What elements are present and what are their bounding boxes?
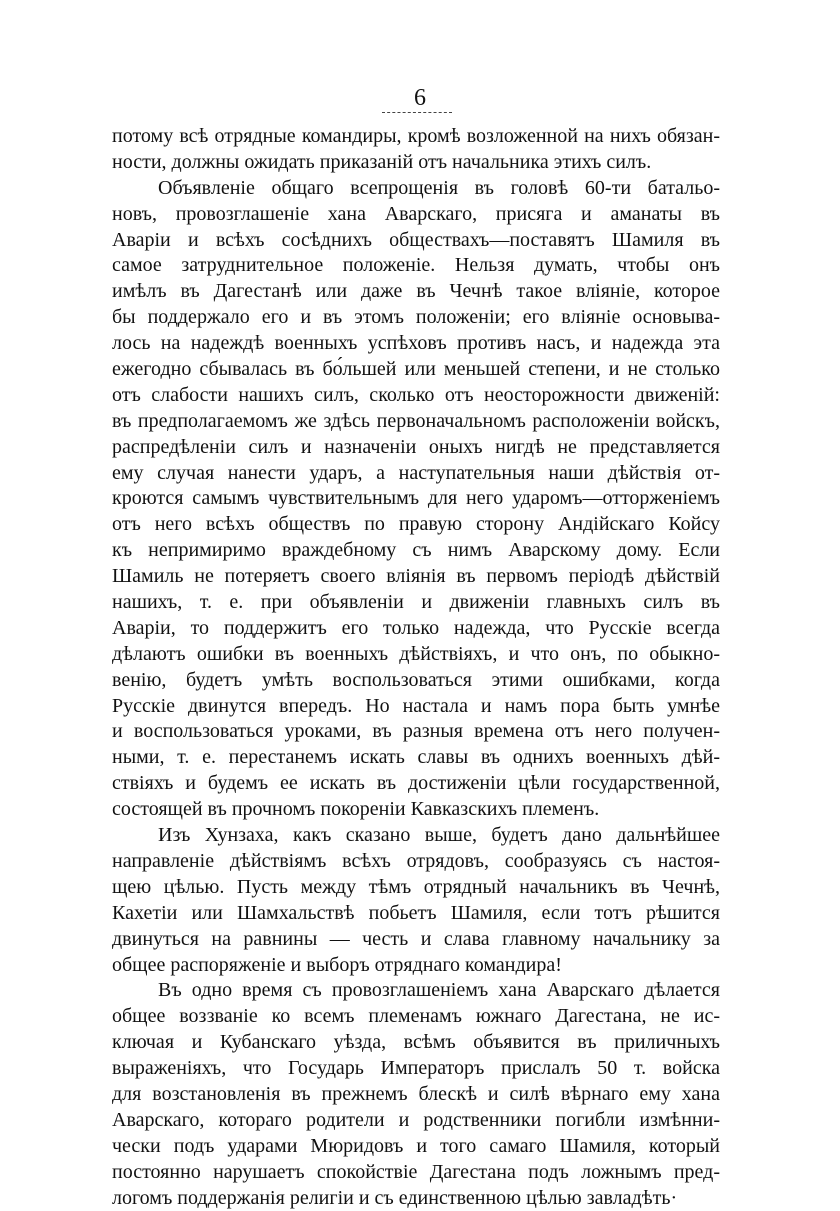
text-line: общее распоряженіе и выборъ отряднаго командира! [112, 953, 562, 976]
text-line: отъ него всѣхъ обществъ по правую сторону Андійскаго Койсу [112, 513, 720, 536]
text-line: дѣлаютъ ошибки въ военныхъ дѣйствіяхъ, и что онъ, по обыкно- [112, 642, 720, 665]
text-line: ности, должны ожидать приказаній отъ начальника этихъ силъ. [112, 150, 652, 173]
text-line: ключая и Кубанскаго уѣзда, всѣмъ объявится въ приличныхъ [112, 1031, 720, 1054]
text-line: къ непримиримо враждебному съ нимъ Аварскому дому. Если [112, 539, 720, 562]
header-rule [382, 112, 452, 113]
text-line: состоящей въ прочномъ покореніи Кавказскихъ племенъ. [112, 798, 600, 821]
text-line: и воспользоваться уроками, въ разныя времена отъ него получен- [112, 720, 720, 743]
paragraph [112, 124, 720, 176]
text-line: бы поддержало его и въ этомъ положеніи; его вліяніе основыва- [112, 306, 720, 329]
paragraph [112, 978, 720, 1211]
text-line: Кахетіи или Шамхальствѣ побьетъ Шамиля, если тотъ рѣшится [112, 901, 720, 924]
text-line: новъ, провозглашеніе хана Аварскаго, присяга и аманаты въ [112, 202, 720, 225]
text-line: Въ одно время съ провозглашеніемъ хана Аварскаго дѣлается [158, 979, 720, 1002]
text-line: ными, т. е. перестанемъ искать славы въ однихъ военныхъ дѣй- [112, 746, 720, 769]
text-line: чески подъ ударами Мюридовъ и того самаго Шамиля, который [112, 1134, 720, 1157]
text-line: ежегодно сбывалась въ бо́льшей или меньшей степени, и не столько [112, 358, 720, 381]
text-line: потому всѣ отрядные командиры, кромѣ возложенной на нихъ обязан- [112, 125, 720, 147]
text-line: венію, будетъ умѣть воспользоваться этими ошибками, когда [112, 668, 720, 691]
page-number: 6 [414, 85, 426, 111]
text-line: въ предполагаемомъ же здѣсь первоначальномъ расположеніи войскъ, [112, 409, 720, 432]
text-line: Аваріи и всѣхъ сосѣднихъ обществахъ—поставятъ Шамиля въ [112, 228, 720, 251]
text-line: Аварскаго, котораго родители и родственники погибли измѣнни- [112, 1108, 720, 1131]
text-line: имѣлъ въ Дагестанѣ или даже въ Чечнѣ такое вліяніе, которое [112, 280, 720, 303]
body-text [112, 124, 720, 1211]
text-line: распредѣленіи силъ и назначеніи оныхъ нигдѣ не представляется [112, 435, 720, 458]
text-line: Объявленіе общаго всепрощенія въ головѣ 60-ти батальо- [158, 176, 720, 199]
text-line: общее воззваніе ко всемъ племенамъ южнаго Дагестана, не ис- [112, 1005, 720, 1028]
text-line: для возстановленія въ прежнемъ блескѣ и силѣ вѣрнаго ему хана [112, 1082, 720, 1105]
text-line: постоянно нарушаетъ спокойствіе Дагестана подъ ложнымъ пред- [112, 1160, 720, 1183]
text-line: самое затруднительное положеніе. Нельзя думать, чтобы онъ [112, 254, 720, 277]
text-line: лось на надеждѣ военныхъ успѣховъ противъ насъ, и надежда эта [112, 332, 720, 355]
text-line: Аваріи, то поддержитъ его только надежда, что Русскіе всегда [112, 616, 720, 639]
text-line: щею цѣлью. Пусть между тѣмъ отрядный начальникъ въ Чечнѣ, [112, 875, 720, 898]
text-line: отъ слабости нашихъ силъ, сколько отъ неосторожности движеній: [112, 383, 720, 406]
text-line: Русскіе двинутся впередъ. Но настала и намъ пора быть умнѣе [112, 694, 720, 717]
text-line: направленіе дѣйствіямъ всѣхъ отрядовъ, сообразуясь съ настоя- [112, 849, 720, 872]
text-line: нашихъ, т. е. при объявленіи и движеніи главныхъ силъ въ [112, 591, 720, 614]
text-line: Шамиль не потеряетъ своего вліянія въ первомъ періодѣ дѣйствій [112, 565, 720, 588]
text-line: Изъ Хунзаха, какъ сказано выше, будетъ дано дальнѣйшее [158, 824, 720, 847]
paragraph [112, 176, 720, 823]
text-line: ствіяхъ и будемъ ее искать въ достиженіи цѣли государственной, [112, 772, 720, 795]
text-line: ему случая нанести ударъ, а наступательныя наши дѣйствія от- [112, 461, 720, 484]
text-line: логомъ поддержанія религіи и съ единственною цѣлью завладѣть· [112, 1186, 678, 1209]
text-line: кроются самымъ чувствительнымъ для него ударомъ—отторженіемъ [112, 487, 720, 510]
text-line: двинуться на равнины — честь и слава главному начальнику за [112, 927, 720, 950]
paragraph [112, 823, 720, 978]
text-line: выраженіяхъ, что Государь Императоръ прислалъ 50 т. войска [112, 1057, 720, 1080]
